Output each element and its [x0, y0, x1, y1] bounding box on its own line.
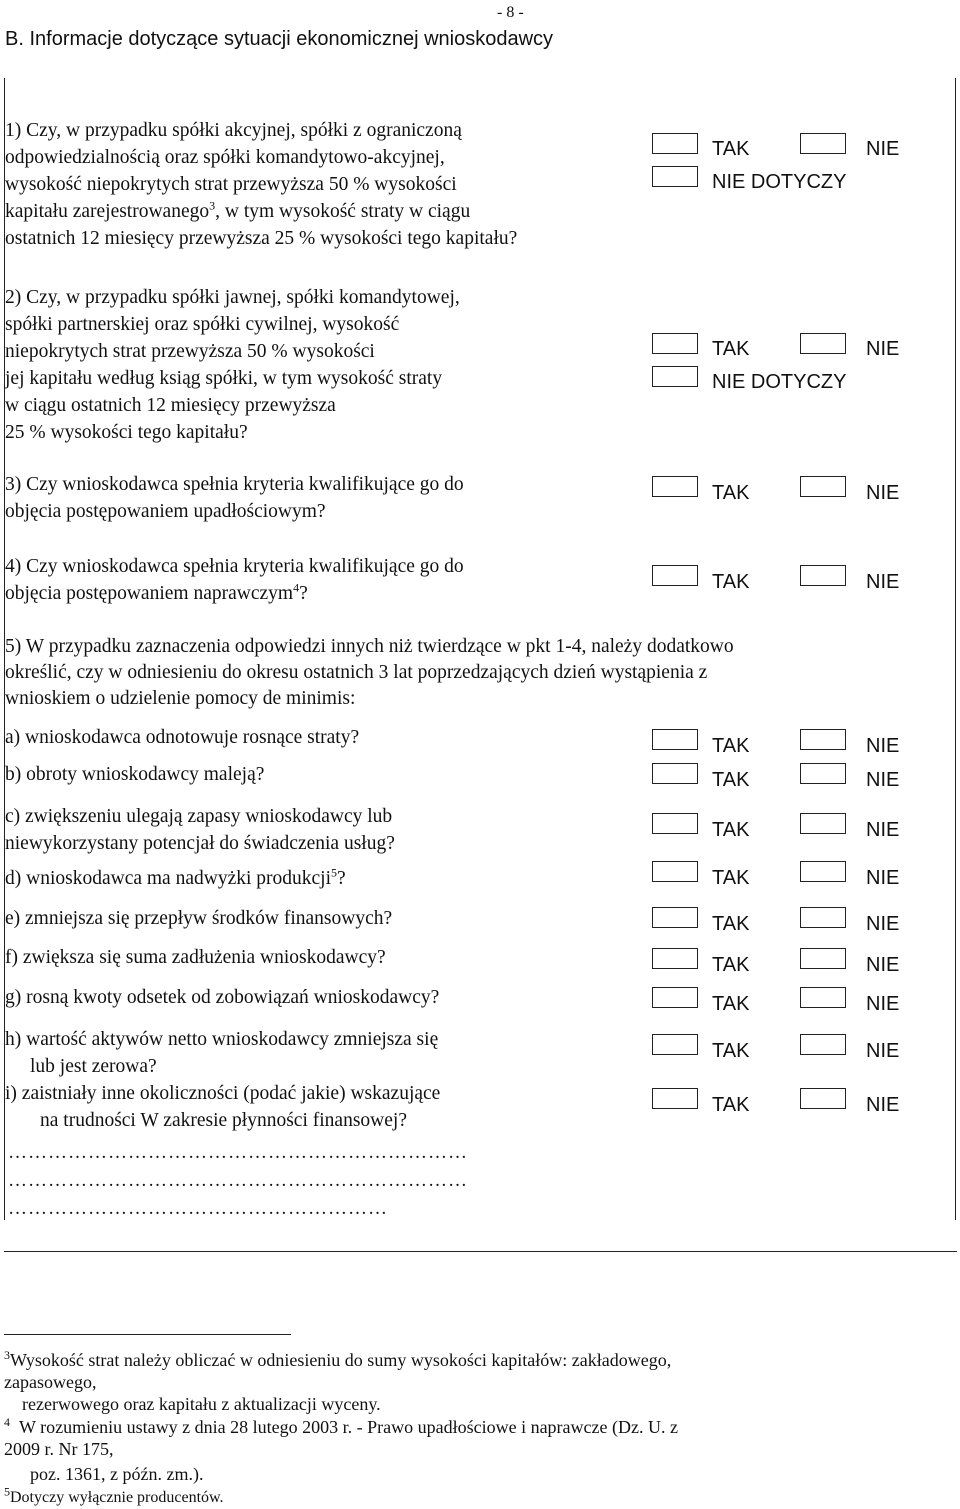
q4-no-checkbox[interactable]	[800, 565, 846, 586]
question-2-line: niepokrytych strat przewyższa 50 % wysokości	[5, 341, 375, 362]
question-4-line: 4) Czy wnioskodawca spełnia kryteria kwalifikujące go do	[5, 556, 464, 577]
q5c-no-checkbox[interactable]	[800, 813, 846, 834]
q5i-no-checkbox[interactable]	[800, 1088, 846, 1109]
q2-no-checkbox[interactable]	[800, 333, 846, 354]
footnote-ref-4: 4	[293, 580, 300, 595]
q3-yes-checkbox[interactable]	[652, 476, 698, 497]
footnote-3-line: rezerwowego oraz kapitału z aktualizacji wyceny.	[22, 1394, 381, 1414]
question-1-line: wysokość niepokrytych strat przewyższa 50 % wysokości	[5, 174, 457, 195]
q5g-no-checkbox[interactable]	[800, 987, 846, 1008]
question-2-line: w ciągu ostatnich 12 miesięcy przewyższa	[5, 395, 336, 416]
q5e-yes-label: TAK	[712, 913, 750, 935]
q5g-text: g) rosną kwoty odsetek od zobowiązań wnioskodawcy?	[5, 987, 440, 1008]
q5f-no-label: NIE	[866, 954, 900, 976]
q4-no-label: NIE	[866, 571, 900, 593]
q5i-yes-label: TAK	[712, 1094, 750, 1116]
question-4-line: objęcia postępowaniem naprawczym$^4$?	[5, 580, 308, 604]
q5i-text: na trudności W zakresie płynności finansowej?	[40, 1110, 407, 1131]
answer-dots-line[interactable]: …………………………………………………	[8, 1198, 388, 1219]
q5e-yes-checkbox[interactable]	[652, 907, 698, 928]
question-2-line: jej kapitału według ksiąg spółki, w tym wysokość straty	[5, 368, 443, 389]
q5f-no-checkbox[interactable]	[800, 948, 846, 969]
q1-not-applicable-label: NIE DOTYCZY	[712, 171, 847, 193]
q5d-text: d) wnioskodawca ma nadwyżki produkcji$^5$?	[5, 865, 346, 889]
q5g-no-label: NIE	[866, 993, 900, 1015]
q5e-no-checkbox[interactable]	[800, 907, 846, 928]
question-1-line: odpowiedzialnością oraz spółki komandytowo-akcyjnej,	[5, 147, 445, 168]
answer-dots-line[interactable]: ……………………………………………………………	[8, 1170, 468, 1191]
q5h-text: lub jest zerowa?	[30, 1056, 157, 1077]
q5c-no-label: NIE	[866, 819, 900, 841]
page-number: - 8 -	[497, 4, 524, 21]
q1-yes-label: TAK	[712, 138, 750, 160]
q2-yes-checkbox[interactable]	[652, 333, 698, 354]
q5c-yes-label: TAK	[712, 819, 750, 841]
q5e-text: e) zmniejsza się przepływ środków finansowych?	[5, 908, 393, 929]
footnote-4: $^4$ W rozumieniu ustawy z dnia 28 lutego 2003 r. - Prawo upadłościowe i naprawcze (Dz. U. z	[4, 1415, 678, 1437]
q5b-no-label: NIE	[866, 769, 900, 791]
q1-no-label: NIE	[866, 138, 900, 160]
q5b-yes-checkbox[interactable]	[652, 763, 698, 784]
q5i-text: i) zaistniały inne okoliczności (podać jakie) wskazujące	[5, 1083, 441, 1104]
q5i-yes-checkbox[interactable]	[652, 1088, 698, 1109]
footnote-4-line: 2009 r. Nr 175,	[4, 1439, 114, 1459]
q5c-yes-checkbox[interactable]	[652, 813, 698, 834]
q5f-yes-checkbox[interactable]	[652, 948, 698, 969]
q3-no-checkbox[interactable]	[800, 476, 846, 497]
footnote-ref-3: 3	[209, 198, 216, 213]
question-5-line: 5) W przypadku zaznaczenia odpowiedzi innych niż twierdzące w pkt 1-4, należy dodatkowo	[5, 636, 734, 657]
q4-yes-checkbox[interactable]	[652, 565, 698, 586]
q5c-text: niewykorzystany potencjał do świadczenia usług?	[5, 833, 395, 854]
q1-yes-checkbox[interactable]	[652, 133, 698, 154]
question-5-line: wnioskiem o udzielenie pomocy de minimis:	[5, 688, 356, 709]
q5b-text: b) obroty wnioskodawcy maleją?	[5, 764, 265, 785]
question-2-line: 25 % wysokości tego kapitału?	[5, 422, 248, 443]
q5b-yes-label: TAK	[712, 769, 750, 791]
q5h-yes-label: TAK	[712, 1040, 750, 1062]
question-2-line: spółki partnerskiej oraz spółki cywilnej, wysokość	[5, 314, 400, 335]
form-border-right	[955, 78, 956, 1220]
q1-no-checkbox[interactable]	[800, 133, 846, 154]
q2-yes-label: TAK	[712, 338, 750, 360]
q5d-no-checkbox[interactable]	[800, 861, 846, 882]
q5c-text: c) zwiększeniu ulegają zapasy wnioskodawcy lub	[5, 806, 393, 827]
footnote-5: $^5$Dotyczy wyłącznie producentów.	[4, 1484, 224, 1506]
question-2-line: 2) Czy, w przypadku spółki jawnej, spółki komandytowej,	[5, 287, 460, 308]
q5e-no-label: NIE	[866, 913, 900, 935]
q5f-text: f) zwiększa się suma zadłużenia wnioskodawcy?	[5, 947, 386, 968]
q5a-no-checkbox[interactable]	[800, 729, 846, 750]
q4-yes-label: TAK	[712, 571, 750, 593]
q5a-yes-label: TAK	[712, 735, 750, 757]
footnote-3-line: zapasowego,	[4, 1372, 97, 1392]
question-1-line: kapitału zarejestrowanego$^3$, w tym wysokość straty w ciągu	[5, 198, 471, 222]
q5h-no-checkbox[interactable]	[800, 1034, 846, 1055]
question-3-line: objęcia postępowaniem upadłościowym?	[5, 501, 326, 522]
q5f-yes-label: TAK	[712, 954, 750, 976]
q1-not-applicable-checkbox[interactable]	[652, 166, 698, 187]
question-1-line: ostatnich 12 miesięcy przewyższa 25 % wysokości tego kapitału?	[5, 228, 518, 249]
q3-yes-label: TAK	[712, 482, 750, 504]
section-title: B. Informacje dotyczące sytuacji ekonomicznej wnioskodawcy	[5, 28, 554, 50]
q5i-no-label: NIE	[866, 1094, 900, 1116]
q5d-yes-label: TAK	[712, 867, 750, 889]
q5a-yes-checkbox[interactable]	[652, 729, 698, 750]
q5g-yes-checkbox[interactable]	[652, 987, 698, 1008]
q5d-yes-checkbox[interactable]	[652, 861, 698, 882]
q3-no-label: NIE	[866, 482, 900, 504]
q5b-no-checkbox[interactable]	[800, 763, 846, 784]
q2-not-applicable-label: NIE DOTYCZY	[712, 371, 847, 393]
q5h-text: h) wartość aktywów netto wnioskodawcy zmniejsza się	[5, 1029, 439, 1050]
q5h-no-label: NIE	[866, 1040, 900, 1062]
q2-no-label: NIE	[866, 338, 900, 360]
q2-not-applicable-checkbox[interactable]	[652, 366, 698, 387]
q5g-yes-label: TAK	[712, 993, 750, 1015]
question-1-line: 1) Czy, w przypadku spółki akcyjnej, spółki z ograniczoną	[5, 120, 462, 141]
q5a-no-label: NIE	[866, 735, 900, 757]
footnote-4-line: poz. 1361, z późn. zm.).	[30, 1464, 204, 1484]
q5h-yes-checkbox[interactable]	[652, 1034, 698, 1055]
question-3-line: 3) Czy wnioskodawca spełnia kryteria kwalifikujące go do	[5, 474, 464, 495]
answer-dots-line[interactable]: ……………………………………………………………	[8, 1142, 468, 1163]
footnote-3: $^3$Wysokość strat należy obliczać w odniesieniu do sumy wysokości kapitałów: zakładowego,	[4, 1348, 672, 1370]
form-bottom-rule	[4, 1251, 957, 1252]
q5a-text: a) wnioskodawca odnotowuje rosnące straty?	[5, 727, 360, 748]
q5d-no-label: NIE	[866, 867, 900, 889]
question-5-line: określić, czy w odniesieniu do okresu ostatnich 3 lat poprzedzających dzień wystąpienia z	[5, 662, 708, 683]
footnote-separator	[4, 1334, 291, 1335]
footnote-ref-5: 5	[331, 865, 337, 880]
